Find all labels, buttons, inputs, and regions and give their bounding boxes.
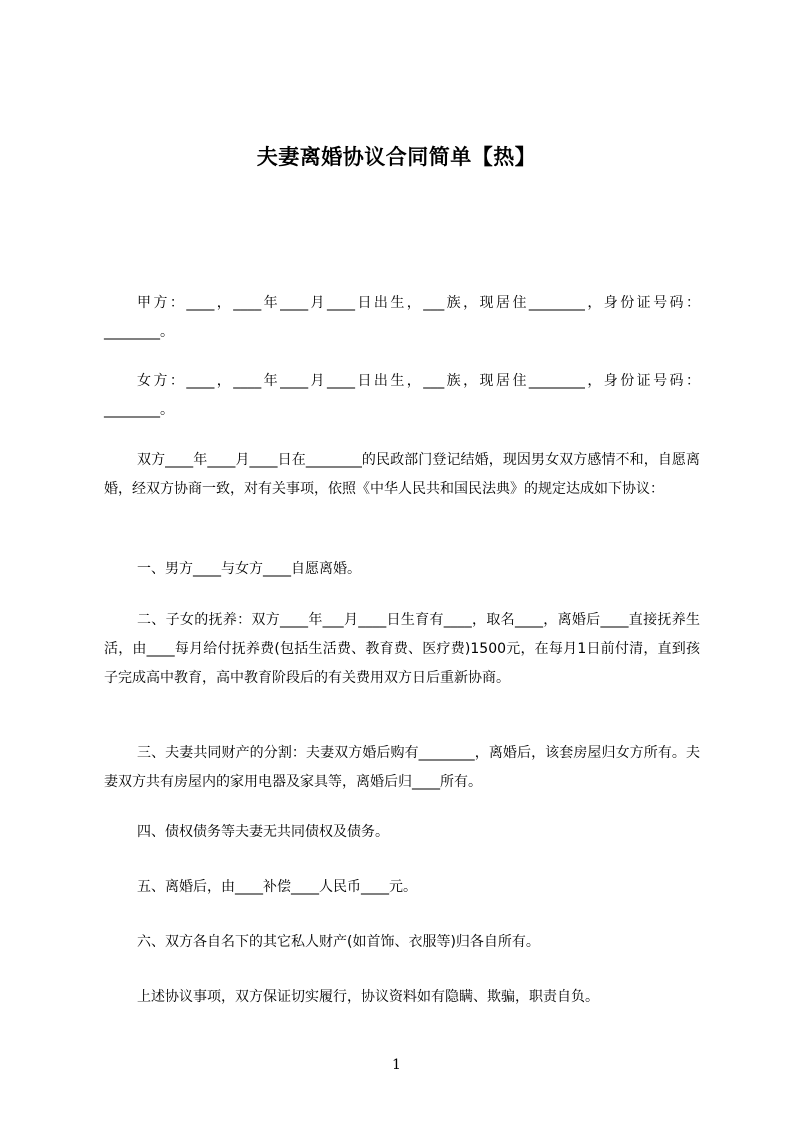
clause-1-divorce: 一、男方____与女方____自愿离婚。 bbox=[137, 561, 361, 577]
clause-5-compensation: 五、离婚后，由____补偿____人民币____元。 bbox=[137, 879, 417, 895]
clause-2-child-custody: 二、子女的抚养：双方____年___月____日生育有____，取名____，离婚后____直接抚养生活，由____每月给付抚养费(包括生活费、教育费、医疗费)1500元，在每月1日前付清，直到孩子完成高中教育，高中教育阶段后的有关费用双方日后重新协商。 bbox=[104, 612, 700, 686]
clause-6-personal-property: 六、双方各自名下的其它私人财产(如首饰、衣服等)归各自所有。 bbox=[137, 934, 540, 950]
party-a-paragraph: 甲方：____，____年____月____日出生，___族，现居住________，身份证号码：________。 bbox=[104, 295, 700, 340]
party-b-paragraph: 女方：____，____年____月____日出生，___族，现居住________，身份证号码：________。 bbox=[104, 373, 700, 418]
page-number: 1 bbox=[392, 1057, 401, 1073]
document-title: 夫妻离婚协议合同简单【热】 bbox=[256, 145, 537, 169]
clause-4-debts: 四、债权债务等夫妻无共同债权及债务。 bbox=[137, 824, 389, 840]
closing-statement: 上述协议事项，双方保证切实履行，协议资料如有隐瞒、欺骗，职责自负。 bbox=[137, 989, 599, 1005]
clause-3-property-division: 三、夫妻共同财产的分割：夫妻双方婚后购有________，离婚后，该套房屋归女方所有。夫妻双方共有房屋内的家用电器及家具等，离婚后归____所有。 bbox=[104, 745, 700, 790]
marriage-registration-paragraph: 双方____年____月____日在________的民政部门登记结婚，现因男女双方感情不和，自愿离婚，经双方协商一致，对有关事项，依照《中华人民共和国民法典》的规定达成如下协议： bbox=[104, 452, 700, 497]
